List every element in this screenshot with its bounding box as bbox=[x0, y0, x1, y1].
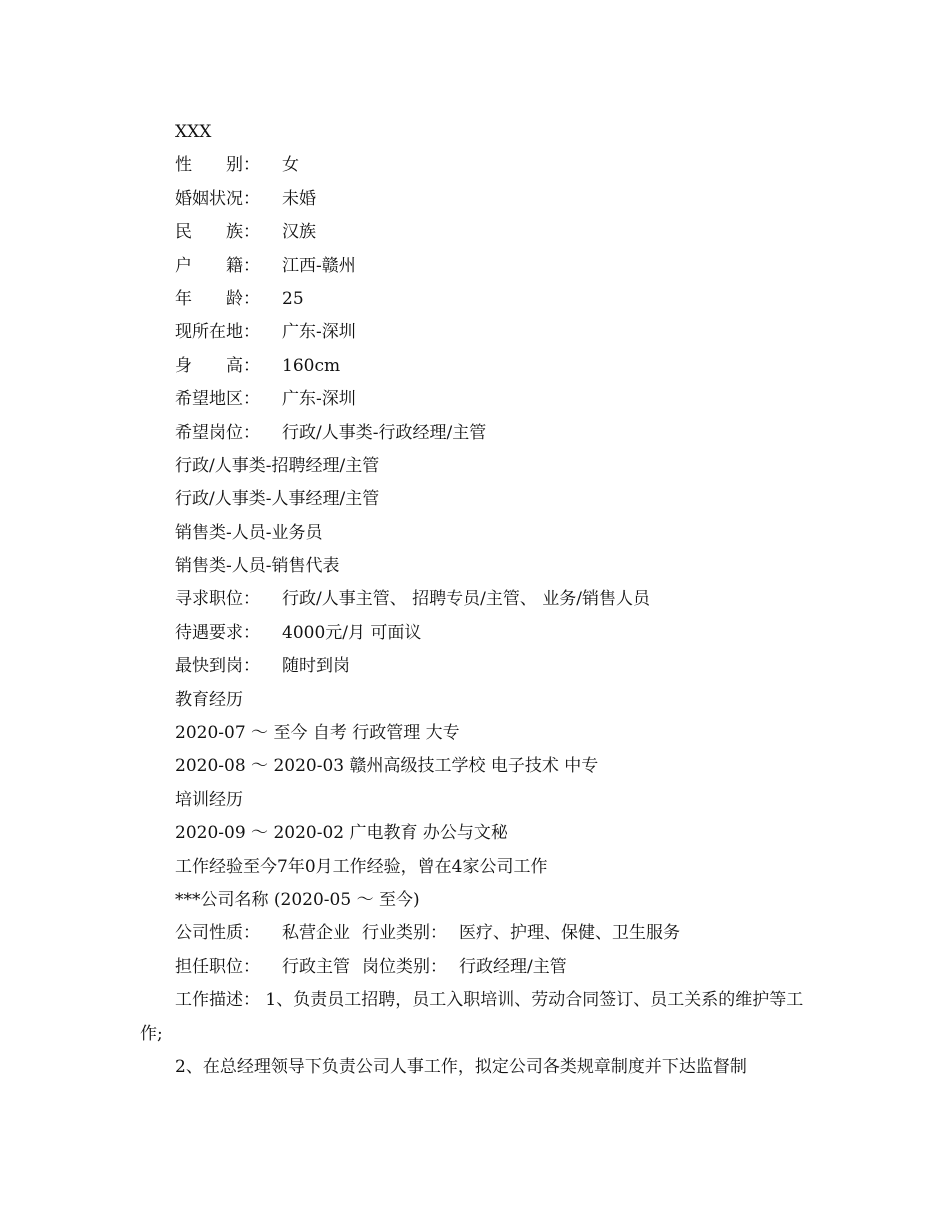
education-heading: 教育经历 bbox=[175, 689, 243, 710]
job-description-1: 工作描述： 1、负责员工招聘，员工入职培训、劳动合同签订、员工关系的维护等工作; bbox=[140, 990, 804, 1044]
info-label: 民 族： bbox=[175, 222, 260, 243]
info-value: 私营企业 bbox=[282, 923, 350, 944]
job-description-2: 2、在总经理领导下负责公司人事工作，拟定公司各类规章制度并下达监督制 bbox=[175, 1056, 747, 1077]
info-label: 希望岗位： bbox=[175, 422, 260, 443]
info-label: 年 龄： bbox=[175, 288, 260, 309]
work-summary: 工作经验至今7年0月工作经验，曾在4家公司工作 bbox=[175, 856, 548, 877]
info-row-start-date bbox=[140, 650, 820, 683]
info-label: 岗位类别： bbox=[362, 956, 447, 977]
info-value: 行政/人事类-行政经理/主管 bbox=[282, 422, 487, 443]
company-name: ***公司名称 (2020-05 ～ 至今) bbox=[175, 889, 420, 910]
resume-name: XXX bbox=[175, 122, 212, 142]
desired-position-item: 销售类-人员-业务员 bbox=[175, 522, 323, 543]
info-label: 婚姻状况： bbox=[175, 188, 260, 209]
desired-position-item: 行政/人事类-招聘经理/主管 bbox=[175, 455, 380, 476]
job-position-row bbox=[140, 951, 820, 984]
info-row-location bbox=[140, 316, 820, 349]
info-value: 行政主管 bbox=[282, 956, 350, 977]
info-value: 行政/人事主管、 招聘专员/主管、 业务/销售人员 bbox=[282, 589, 650, 610]
info-value: 未婚 bbox=[282, 188, 316, 209]
training-heading: 培训经历 bbox=[175, 789, 243, 810]
info-value: 广东-深圳 bbox=[282, 389, 356, 410]
info-value: 4000元/月 可面议 bbox=[282, 622, 422, 643]
education-item: 2020-07 ～ 至今 自考 行政管理 大专 bbox=[175, 723, 460, 744]
training-item: 2020-09 ～ 2020-02 广电教育 办公与文秘 bbox=[175, 823, 508, 844]
education-item: 2020-08 ～ 2020-03 赣州高级技工学校 电子技术 中专 bbox=[175, 756, 599, 777]
info-row-desired-position bbox=[140, 417, 820, 450]
info-value: 随时到岗 bbox=[282, 656, 350, 677]
info-label: 现所在地： bbox=[175, 322, 260, 343]
info-value: 广东-深圳 bbox=[282, 322, 356, 343]
info-label: 行业类别： bbox=[362, 923, 447, 944]
info-row-salary bbox=[140, 617, 820, 650]
info-value: 女 bbox=[282, 155, 299, 176]
company-nature-row bbox=[140, 917, 820, 950]
info-row-seek-position bbox=[140, 583, 820, 616]
info-value: 160cm bbox=[282, 355, 341, 376]
info-label: 最快到岗： bbox=[175, 656, 260, 677]
info-row-age bbox=[140, 283, 820, 316]
info-label: 户 籍： bbox=[175, 255, 260, 276]
info-label: 担任职位： bbox=[175, 956, 260, 977]
info-value: 25 bbox=[282, 288, 304, 309]
info-row-desired-area bbox=[140, 383, 820, 416]
info-label: 身 高： bbox=[175, 355, 260, 376]
info-value: 江西-赣州 bbox=[282, 255, 356, 276]
info-value: 行政经理/主管 bbox=[459, 956, 567, 977]
desired-position-item: 销售类-人员-销售代表 bbox=[175, 556, 340, 577]
info-value: 医疗、护理、保健、卫生服务 bbox=[459, 923, 680, 944]
desired-position-item: 行政/人事类-人事经理/主管 bbox=[175, 489, 380, 510]
info-row-hometown bbox=[140, 250, 820, 283]
info-label: 性 别： bbox=[175, 155, 260, 176]
info-row-height bbox=[140, 350, 820, 383]
info-row-gender bbox=[140, 149, 820, 182]
info-row-marital bbox=[140, 183, 820, 216]
info-label: 寻求职位： bbox=[175, 589, 260, 610]
info-label: 待遇要求： bbox=[175, 622, 260, 643]
info-label: 希望地区： bbox=[175, 389, 260, 410]
resume-body bbox=[140, 116, 820, 1084]
info-label: 公司性质： bbox=[175, 923, 260, 944]
info-value: 汉族 bbox=[282, 222, 316, 243]
info-row-ethnicity bbox=[140, 216, 820, 249]
